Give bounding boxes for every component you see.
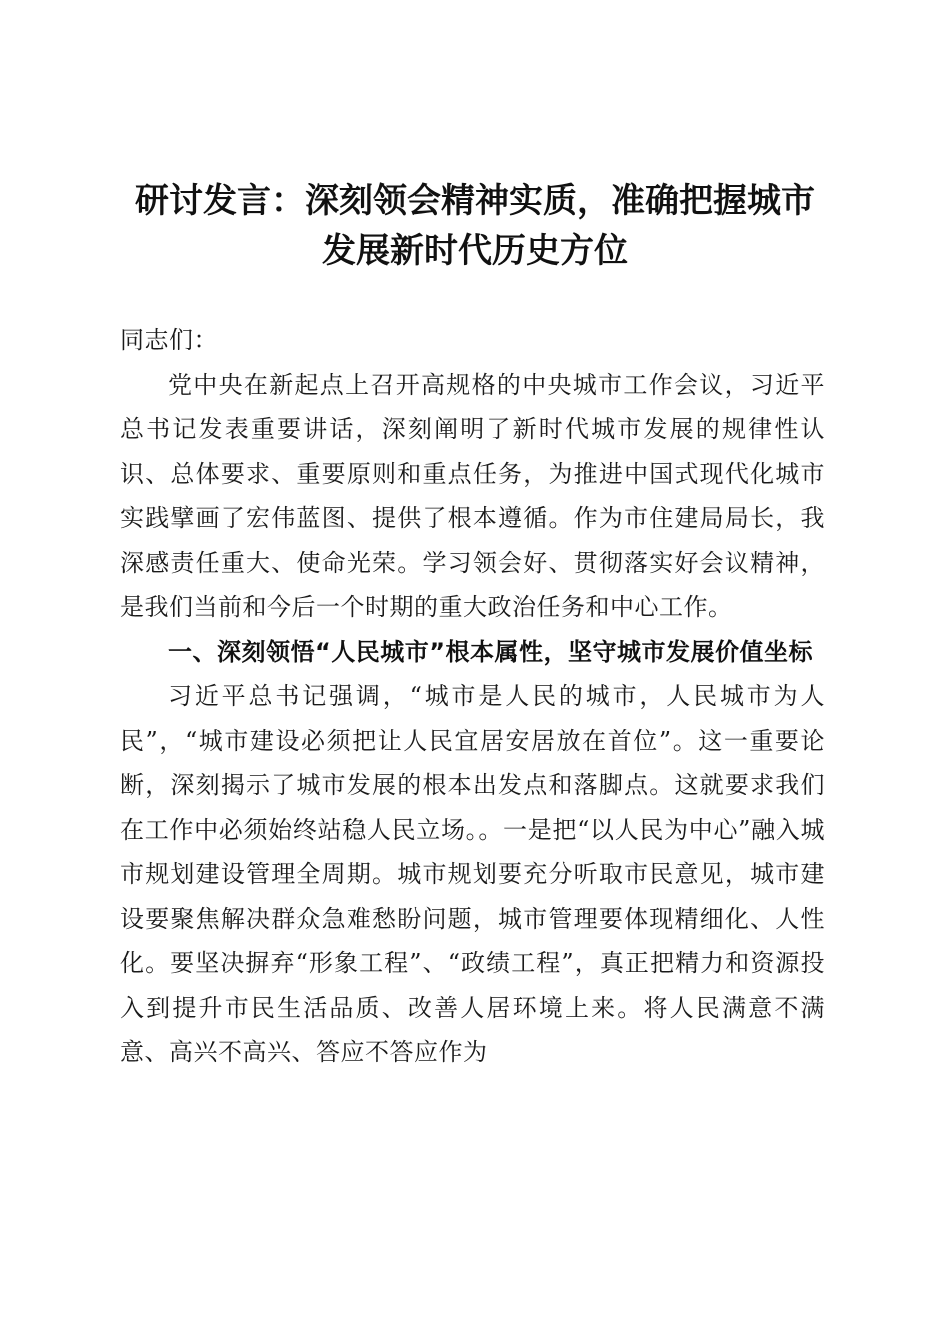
title-line-2: 发展新时代历史方位 [322, 231, 628, 271]
paragraph-section-1: 习近平总书记强调，“城市是人民的城市，人民城市为人民”，“城市建设必须把让人民宜居安居放在首位”。这一重要论断，深刻揭示了城市发展的根本出发点和落脚点。这就要求我们在工作中必须始终站稳人民立场。。一是把“以人民为中心”融入城市规划建设管理全周期。城市规划要充分听取市民意见，城市建设要聚焦解决群众急难愁盼问题，城市管理要体现精细化、人性化。要坚决摒弃“形象工程”、“政绩工程”，真正把精力和资源投入到提升市民生活品质、改善人居环境上来。将人民满意不满意、高兴不高兴、答应不答应作为 [120, 682, 825, 1066]
section-heading-1: 一、深刻领悟“人民城市”根本属性，坚守城市发展价值坐标 [168, 637, 814, 666]
salutation: 同志们： [120, 326, 218, 354]
title-line-1: 研讨发言：深刻领会精神实质，准确把握城市 [135, 181, 815, 221]
document-title [100, 176, 850, 276]
document-body [120, 318, 825, 1075]
paragraph-intro: 党中央在新起点上召开高规格的中央城市工作会议，习近平总书记发表重要讲话，深刻阐明了新时代城市发展的规律性认识、总体要求、重要原则和重点任务，为推进中国式现代化城市实践擘画了宏伟蓝图、提供了根本遵循。作为市住建局局长，我深感责任重大、使命光荣。学习领会好、贯彻落实好会议精神，是我们当前和今后一个时期的重大政治任务和中心工作。 [120, 370, 825, 621]
